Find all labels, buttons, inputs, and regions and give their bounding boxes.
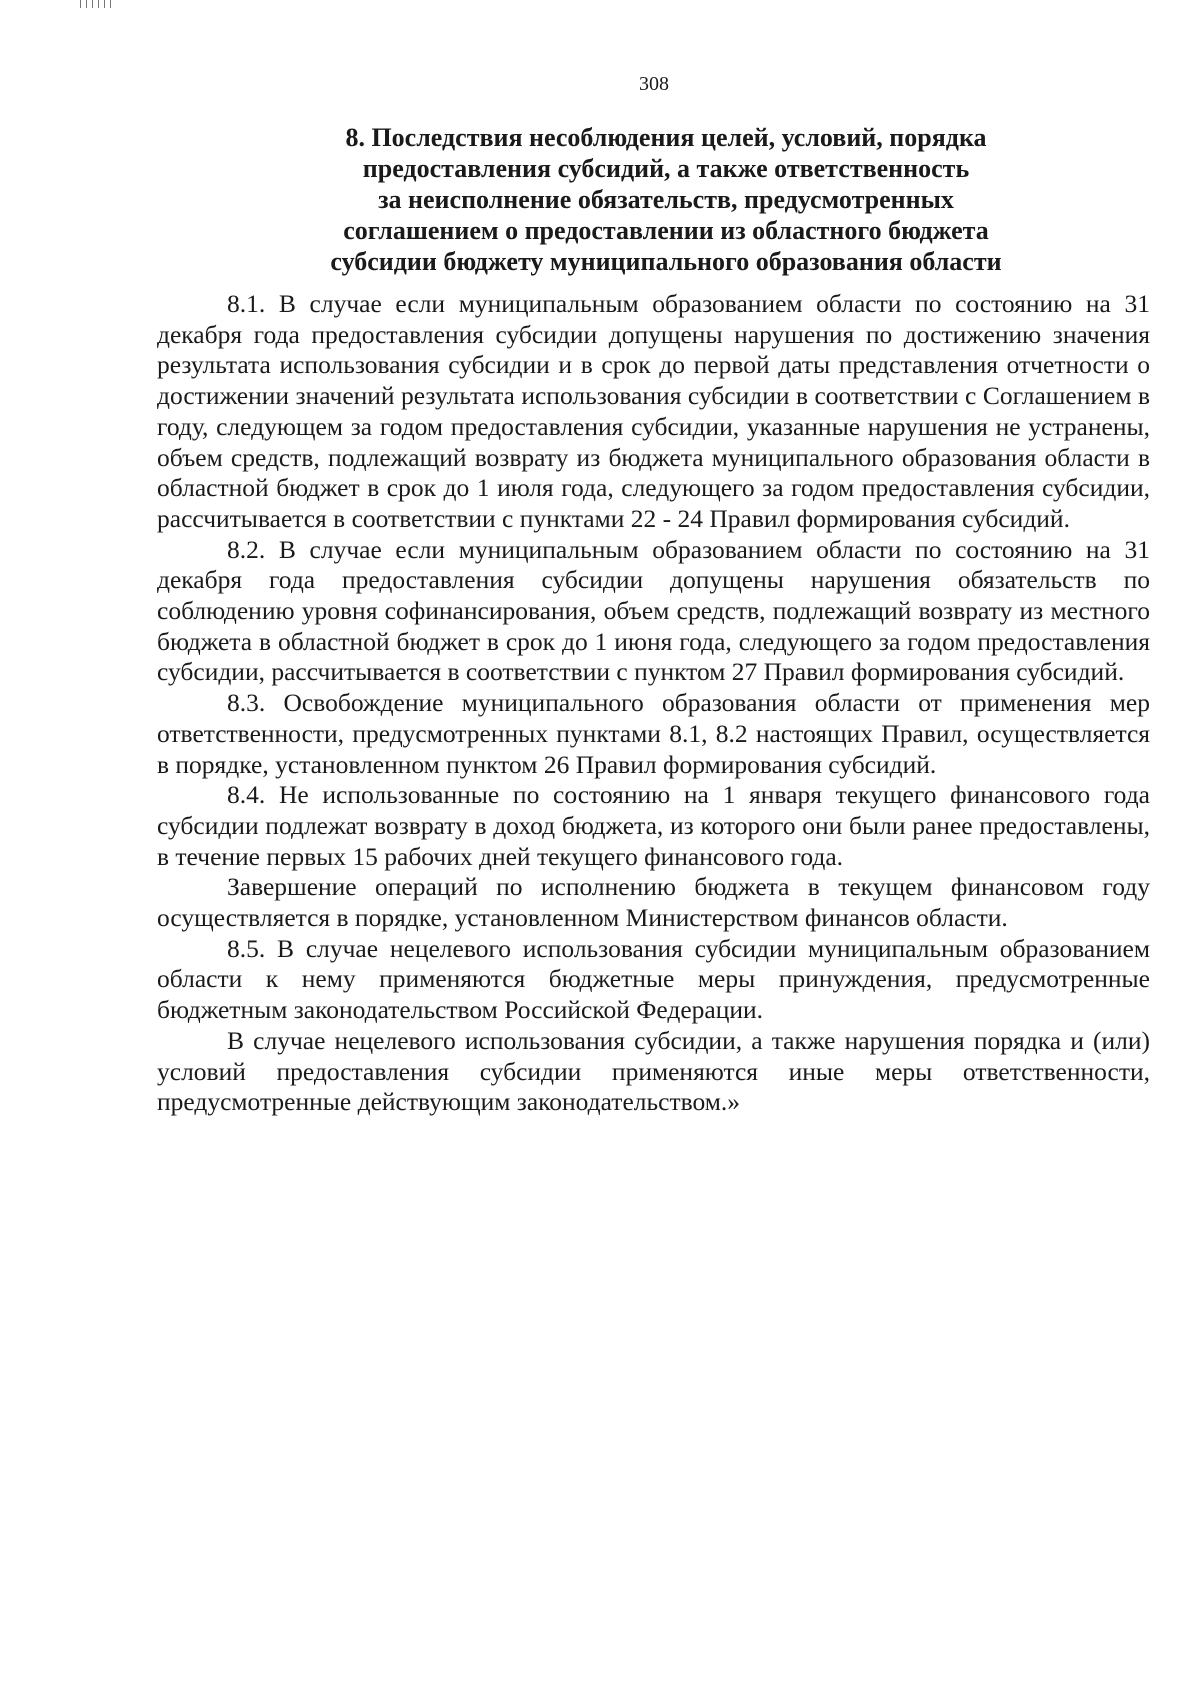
paragraph-8-5: 8.5. В случае нецелевого использования субсидии муниципальным образованием области к нему применяются бюджетные меры принуждения, предусмотренные бюджетным законодательством Российской Федерации.: [157, 933, 1150, 1025]
paragraph-8-1: 8.1. В случае если муниципальным образованием области по состоянию на 31 декабря года предоставления субсидии допущены нарушения по достижению значения результата использования субсидии и в срок до первой даты представления отчетности о достижении значений результата использования субсидии в соответствии с Соглашением в году, следующем за годом предоставления субсидии, указанные нарушения не устранены, объем средств, подлежащий возврату из бюджета муниципального образования области в областной бюджет в срок до 1 июля года, следующего за годом предоставления субсидии, рассчитывается в соответствии с пунктами 22 - 24 Правил формирования субсидий.: [157, 289, 1150, 533]
section-heading-line: 8. Последствия несоблюдения целей, условий, порядка: [345, 123, 987, 152]
document-body: [157, 289, 1150, 1118]
paragraph-8-4: 8.4. Не использованные по состоянию на 1 января текущего финансового года субсидии подлежат возврату в доход бюджета, из которого они были ранее предоставлены, в течение первых 15 рабочих дней текущего финансового года.: [157, 780, 1150, 871]
page-number: 308: [639, 73, 669, 95]
paragraph-8-5-continuation: В случае нецелевого использования субсидии, а также нарушения порядка и (или) условий предоставления субсидии применяются иные меры ответственности, предусмотренные действующим законодательством.»: [157, 1025, 1150, 1117]
paragraph-8-2: 8.2. В случае если муниципальным образованием области по состоянию на 31 декабря года предоставления субсидии допущены нарушения обязательств по соблюдению уровня софинансирования, объем средств, подлежащий возврату из местного бюджета в областной бюджет в срок до 1 июня года, следующего за годом предоставления субсидии, рассчитывается в соответствии с пунктом 27 Правил формирования субсидий.: [157, 534, 1150, 687]
paragraph-8-4-continuation: Завершение операций по исполнению бюджета в текущем финансовом году осуществляется в порядке, установленном Министерством финансов области.: [157, 872, 1150, 933]
scan-artifact-marks: [80, 0, 160, 8]
paragraph-8-3: 8.3. Освобождение муниципального образования области от применения мер ответственности, предусмотренных пунктами 8.1, 8.2 настоящих Правил, осуществляется в порядке, установленном пунктом 26 Правил формирования субсидий.: [157, 688, 1150, 779]
section-heading-line: за неисполнение обязательств, предусмотренных: [378, 185, 954, 214]
section-heading-line: субсидии бюджету муниципального образования области: [330, 247, 1002, 276]
section-heading-line: предоставления субсидий, а также ответственность: [362, 154, 970, 183]
section-heading-line: соглашением о предоставлении из областного бюджета: [343, 216, 989, 245]
section-heading: [286, 122, 1046, 277]
